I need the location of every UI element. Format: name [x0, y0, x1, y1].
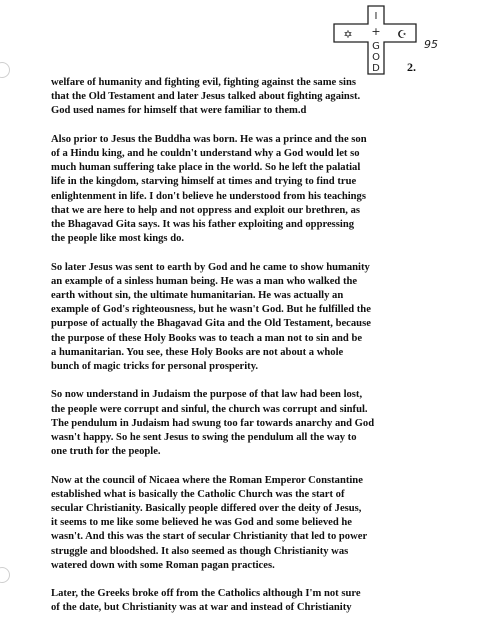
- cross-letter-i: I: [374, 11, 378, 22]
- paragraph: Now at the council of Nicaea where the Roman Emperor Constantine established what is basically the Catholic Church was the start of secular Christianity. Basically people differed over the deity of Jesus, it seems to me like some believed he was God and some believed he wasn't. And this was the start of secular Christianity that led to power struggle and bloodshed. It also seemed as though Christianity was watered down with some Roman pagan practices.: [51, 474, 368, 571]
- page-number: 95: [424, 38, 438, 51]
- punch-hole-top: [0, 62, 10, 78]
- crescent-icon: ☪: [397, 28, 407, 41]
- paragraph: So later Jesus was sent to earth by God and he came to show humanity an example of a sinless human being. He was a man who walked the earth without sin, the ultimate humanitarian. He was actually an example of God's righteousness, but he wasn't God. But he fulfilled the purpose of actually the Bhagavad Gita and the Old Testament, because the purpose of these Holy Books was to teach a man not to sin and be a humanitarian. You see, these Holy Books are not about a whole bunch of magic tricks for personal prosperity.: [51, 261, 371, 373]
- paragraph: So now understand in Judaism the purpose of that law had been lost, the people were corrupt and sinful, the church was corrupt and sinful. The pendulum in Judaism had swung too far towards anarchy and God wasn't happy. So he sent Jesus to swing the pendulum all the way to one truth for the people.: [51, 389, 375, 458]
- cross-letter-g: G: [372, 41, 380, 52]
- paragraph: Later, the Greeks broke off from the Catholics although I'm not sure of the date, but Christianity was at war and instead of Christianity: [51, 588, 361, 614]
- paragraph: welfare of humanity and fighting evil, fighting against the same sins that the Old Testament and later Jesus talked about fighting against. God used names for himself that were familiar to them.d: [51, 77, 361, 117]
- paragraph: Also prior to Jesus the Buddha was born. He was a prince and the son of a Hindu king, and he couldn't understand why a God would let so much human suffering take place in the world. So he left the palatial life in the kingdom, starving himself at times and trying to find true enlightenment in life. I don't believe he understood from his teachings that we are here to help and not oppress and exploit our brethren, as the Bhagavad Gita says. It was his father exploiting and oppressing the people like most kings do.: [51, 133, 367, 245]
- cross-letter-d: D: [372, 63, 380, 74]
- cross-letter-plus: +: [371, 25, 381, 38]
- punch-hole-bottom: [0, 567, 10, 583]
- star-of-david-icon: ✡: [343, 28, 353, 41]
- body-text: [51, 76, 471, 630]
- stamp-number: 2.: [407, 60, 416, 74]
- cross-letter-o: O: [372, 52, 380, 63]
